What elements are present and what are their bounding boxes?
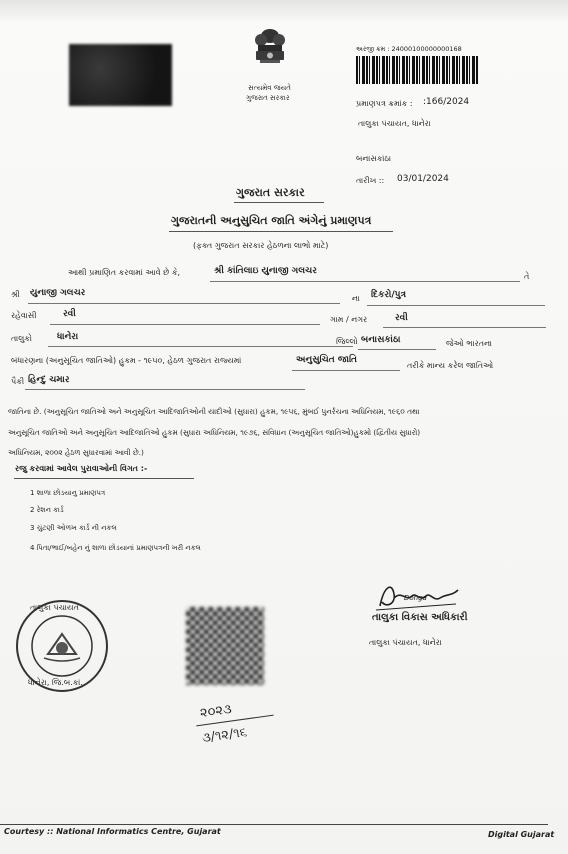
documents-heading-underline [14, 478, 194, 479]
qr-code [186, 607, 264, 685]
resident-line [50, 324, 320, 325]
emblem-govt-caption: ગુજરાત સરકાર [246, 94, 290, 102]
certificate-number: :166/2024 [423, 97, 470, 107]
resident-value: રવી [63, 309, 76, 319]
son-label: ના [352, 294, 360, 303]
seal-top-text: તાલુકા પંચાયત [30, 603, 79, 612]
father-prefix: શ્રી [11, 290, 20, 299]
document-item: 2 રેશન કાર્ડ [30, 506, 64, 514]
resident-label: રહેવાસી [11, 311, 37, 320]
legal-paragraph-line2: અનુસૂચિત જાતિઓ અને અનુસૂચિત આદિજાતિઓ હુકમ (સુધારા અધિનિયમ, ૧૯૭૬, સંવિધાન (અનુસૂચિત જાતિઓ)હુકમો (દ્વિતીય સુધારો) [8, 428, 421, 437]
legal-paragraph-line3: અધિનિયમ, ૨૦૦૨ હેઠળ સુધારવામાં આવી છે.) [8, 448, 144, 457]
signatory-office: તાલુકા પંચાયત, ધાનેરા [369, 638, 442, 647]
documents-heading: રજુ કરવામાં આવેલ પુરાવાઓની વિગત :- [15, 464, 148, 473]
recognized-text: તરીકે માન્ય કરેલ જાતિઓ [407, 361, 494, 370]
caste-category: અનુસુચિત જાતિ [296, 355, 357, 365]
footer-brand: Digital Gujarat [488, 830, 555, 839]
certificate-title: ગુજરાતની અનુસુચિત જાતિ અંગેનું પ્રમાણપત્ર [171, 214, 372, 227]
page-shadow [0, 0, 568, 22]
village-label: ગામ / નગર [330, 315, 368, 324]
date-label: તારીખ :: [356, 176, 385, 185]
certify-suffix: તે [524, 272, 530, 281]
footer-rule [0, 824, 548, 825]
signatory-title: તાલુકા વિકાસ અધિકારી [372, 612, 468, 623]
certificate-subtitle: (ફક્ત ગુજરાત સરકાર હેઠળના લાભો માટે) [193, 241, 329, 250]
village-line [383, 327, 546, 328]
legal-paragraph-line1: જાતિના છે. (અનુસૂચિત જાતિઓ અને અનુસૂચિત આદિજાતિઓની યાદીઓ (સુધારા) હુકમ, ૧૯૫૬, મુંબઈ પુનર્રચના અધિનિયમ, ૧૯૬૦ તથા [8, 407, 420, 416]
national-emblem-icon [248, 28, 292, 80]
emblem-motto: સત્યમેવ જયતે [248, 84, 291, 92]
barcode [356, 56, 479, 84]
taluka-line [48, 346, 353, 347]
taluka-label: તાલુકો [11, 334, 32, 343]
district-label: જિલ્લો [336, 337, 358, 346]
document-item: 3 ચુંટણી ઓળખ કાર્ડ ની નકલ [30, 524, 117, 532]
district-name: બનાસકાંઠા [356, 154, 392, 163]
certify-prefix: આથી પ્રમાણિત કરવામાં આવે છે કે, [68, 268, 181, 277]
caste-value: હિન્દુ ચમાર [28, 375, 70, 385]
caste-prefix: પૈકી [11, 377, 25, 386]
document-item: 1 શાળા છોડયાનુ પ્રમાણપત્ર [30, 489, 106, 497]
handwritten-date: ૩/૧૨/૧૬ [201, 724, 248, 747]
order-text: બંધારણના (અનુસૂચિત જાતિઓ) હુકમ - ૧૯૫૦, હેઠળ ગુજરાત રાજ્યમાં [11, 356, 242, 365]
son-value: દિકરો/પુત્ર [371, 290, 406, 300]
son-line [367, 305, 545, 306]
document-item: 4 પિતા/ભાઈ/બહેન નું શાળા છોડયાનાં પ્રમાણપત્રની ખરી નકલ [30, 544, 201, 552]
village-value: રવી [395, 313, 408, 323]
application-number: અરજી ક્રમ : 24000100000000168 [356, 45, 462, 53]
district-line [358, 349, 436, 350]
signature-scribble: Donga [404, 594, 427, 602]
applicant-photo [69, 44, 172, 106]
govt-title: ગુજરાત સરકાર [236, 186, 305, 199]
certificate-title-underline [169, 231, 393, 232]
district-value: બનાસકાંઠા [361, 335, 401, 345]
holder-name: શ્રી કાંતિલાઇ યુનાજી ગલચર [214, 266, 317, 276]
office-name: તાલુકા પંચાયત, ધાનેરા [358, 119, 431, 128]
caste-category-line [292, 370, 400, 371]
certificate-number-label: પ્રમાણપત્ર ક્રમાંક : [356, 99, 413, 108]
seal-bottom-text: ધાનેરા, જિ.બ.કાં. [28, 678, 83, 687]
handwritten-year: ૨૦૨૩ [199, 701, 233, 722]
caste-line [25, 389, 305, 390]
father-name: યુનાજી ગલચર [30, 288, 86, 298]
issue-date: 03/01/2024 [397, 174, 449, 184]
footer-courtesy: Courtesy :: National Informatics Centre, Gujarat [4, 827, 221, 836]
holder-name-line [210, 281, 520, 282]
father-name-line [28, 303, 340, 304]
state-text: જેઓ ભારતના [446, 339, 493, 348]
govt-title-underline [234, 202, 324, 203]
taluka-value: ધાનેરા [57, 332, 79, 342]
